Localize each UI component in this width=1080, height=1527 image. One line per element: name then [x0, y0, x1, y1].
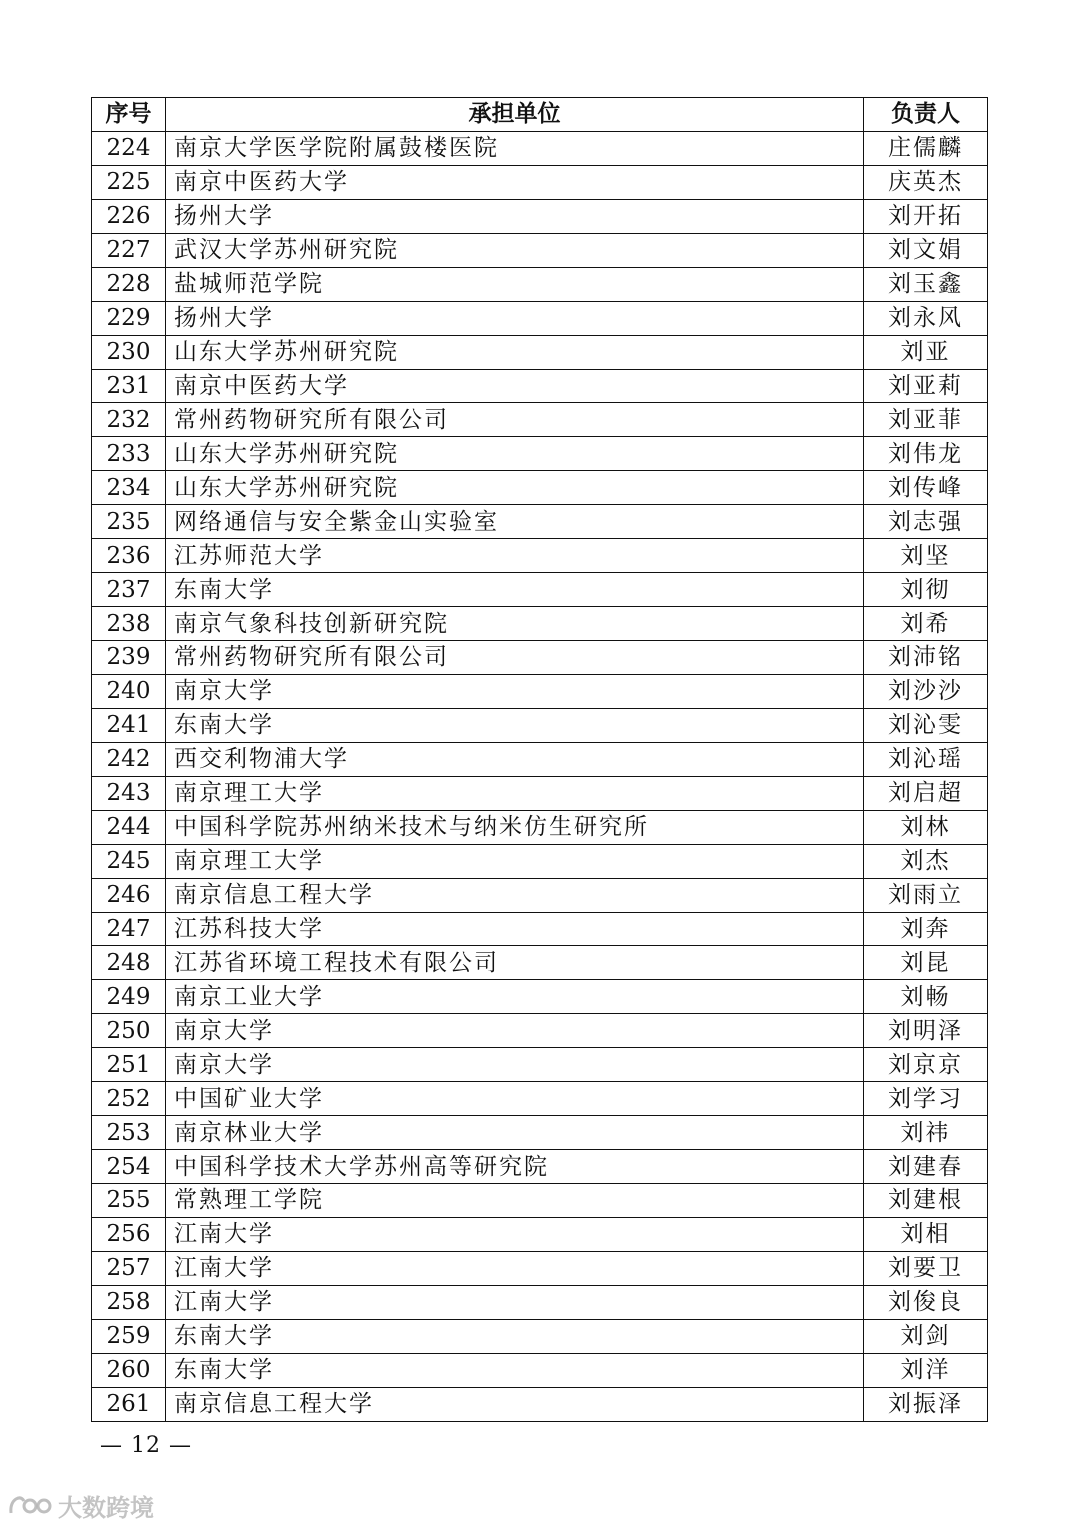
table-row [92, 1387, 988, 1421]
table-row [92, 471, 988, 505]
row-unit: 江苏科技大学 [166, 912, 864, 946]
table-row [92, 267, 988, 301]
table-row [92, 1048, 988, 1082]
row-person: 刘祎 [864, 1116, 988, 1150]
table-row [92, 641, 988, 675]
table-row [92, 403, 988, 437]
row-person: 刘亚菲 [864, 403, 988, 437]
row-person: 庄儒麟 [864, 131, 988, 165]
row-person: 刘剑 [864, 1319, 988, 1353]
row-person: 刘伟龙 [864, 437, 988, 471]
row-unit: 南京信息工程大学 [166, 878, 864, 912]
row-person: 刘沛铭 [864, 641, 988, 675]
row-index: 243 [92, 776, 166, 810]
row-index: 233 [92, 437, 166, 471]
watermark [8, 1488, 154, 1523]
row-person: 刘雨立 [864, 878, 988, 912]
row-index: 230 [92, 335, 166, 369]
table-header-row [92, 98, 988, 132]
row-index: 225 [92, 165, 166, 199]
row-unit: 南京信息工程大学 [166, 1387, 864, 1421]
table-row [92, 708, 988, 742]
project-table [91, 97, 988, 1422]
row-unit: 武汉大学苏州研究院 [166, 233, 864, 267]
row-unit: 中国科学院苏州纳米技术与纳米仿生研究所 [166, 810, 864, 844]
table-row [92, 335, 988, 369]
row-person: 刘志强 [864, 505, 988, 539]
table-row [92, 912, 988, 946]
row-person: 刘永风 [864, 301, 988, 335]
row-index: 252 [92, 1082, 166, 1116]
table-row [92, 810, 988, 844]
row-person: 刘振泽 [864, 1387, 988, 1421]
row-person: 刘沁瑶 [864, 742, 988, 776]
row-index: 255 [92, 1184, 166, 1218]
row-unit: 江南大学 [166, 1251, 864, 1285]
table-row [92, 674, 988, 708]
row-person: 刘杰 [864, 844, 988, 878]
row-index: 244 [92, 810, 166, 844]
row-person: 刘传峰 [864, 471, 988, 505]
table-row [92, 1082, 988, 1116]
table-row [92, 1116, 988, 1150]
table-row [92, 301, 988, 335]
row-person: 刘要卫 [864, 1251, 988, 1285]
row-person: 刘建春 [864, 1150, 988, 1184]
row-person: 刘相 [864, 1217, 988, 1251]
table-row [92, 199, 988, 233]
table-row [92, 131, 988, 165]
row-index: 253 [92, 1116, 166, 1150]
row-index: 259 [92, 1319, 166, 1353]
row-unit: 南京林业大学 [166, 1116, 864, 1150]
row-index: 250 [92, 1014, 166, 1048]
row-index: 231 [92, 369, 166, 403]
row-person: 刘昆 [864, 946, 988, 980]
row-unit: 南京工业大学 [166, 980, 864, 1014]
row-unit: 南京中医药大学 [166, 369, 864, 403]
table-row [92, 1251, 988, 1285]
row-unit: 网络通信与安全紫金山实验室 [166, 505, 864, 539]
table-row [92, 1217, 988, 1251]
row-index: 232 [92, 403, 166, 437]
table-row [92, 1014, 988, 1048]
row-person: 刘京京 [864, 1048, 988, 1082]
row-unit: 南京大学医学院附属鼓楼医院 [166, 131, 864, 165]
row-index: 245 [92, 844, 166, 878]
row-person: 刘开拓 [864, 199, 988, 233]
row-unit: 南京理工大学 [166, 844, 864, 878]
row-person: 刘坚 [864, 539, 988, 573]
row-person: 刘亚莉 [864, 369, 988, 403]
row-person: 刘文娟 [864, 233, 988, 267]
row-person: 刘彻 [864, 573, 988, 607]
row-unit: 东南大学 [166, 1353, 864, 1387]
row-index: 226 [92, 199, 166, 233]
table-row [92, 369, 988, 403]
row-index: 257 [92, 1251, 166, 1285]
row-unit: 南京大学 [166, 674, 864, 708]
logo-mark-icon [8, 1493, 54, 1519]
row-person: 刘希 [864, 607, 988, 641]
row-unit: 江苏省环境工程技术有限公司 [166, 946, 864, 980]
row-unit: 常州药物研究所有限公司 [166, 641, 864, 675]
row-unit: 东南大学 [166, 573, 864, 607]
row-unit: 山东大学苏州研究院 [166, 437, 864, 471]
row-person: 刘林 [864, 810, 988, 844]
table-row [92, 742, 988, 776]
row-person: 刘启超 [864, 776, 988, 810]
row-index: 251 [92, 1048, 166, 1082]
row-index: 229 [92, 301, 166, 335]
table-row [92, 1150, 988, 1184]
header-unit: 承担单位 [166, 98, 864, 132]
row-unit: 山东大学苏州研究院 [166, 335, 864, 369]
row-unit: 南京大学 [166, 1048, 864, 1082]
table-row [92, 607, 988, 641]
row-index: 227 [92, 233, 166, 267]
table-row [92, 878, 988, 912]
row-person: 刘玉鑫 [864, 267, 988, 301]
row-unit: 南京气象科技创新研究院 [166, 607, 864, 641]
row-person: 刘沁雯 [864, 708, 988, 742]
row-unit: 扬州大学 [166, 301, 864, 335]
row-unit: 山东大学苏州研究院 [166, 471, 864, 505]
page-number: — 12 — [100, 1433, 192, 1458]
row-person: 刘明泽 [864, 1014, 988, 1048]
watermark-text: 大数跨境 [58, 1494, 154, 1522]
row-unit: 江南大学 [166, 1217, 864, 1251]
table-row [92, 165, 988, 199]
row-index: 236 [92, 539, 166, 573]
row-unit: 扬州大学 [166, 199, 864, 233]
table-body [92, 131, 988, 1421]
row-unit: 南京理工大学 [166, 776, 864, 810]
row-index: 241 [92, 708, 166, 742]
row-person: 刘洋 [864, 1353, 988, 1387]
row-unit: 西交利物浦大学 [166, 742, 864, 776]
table-row [92, 1353, 988, 1387]
row-unit: 中国科学技术大学苏州高等研究院 [166, 1150, 864, 1184]
table-row [92, 1319, 988, 1353]
table-row [92, 946, 988, 980]
row-index: 248 [92, 946, 166, 980]
row-person: 刘学习 [864, 1082, 988, 1116]
row-person: 刘沙沙 [864, 674, 988, 708]
table-row [92, 980, 988, 1014]
row-person: 刘建根 [864, 1184, 988, 1218]
row-index: 258 [92, 1285, 166, 1319]
row-index: 228 [92, 267, 166, 301]
row-index: 260 [92, 1353, 166, 1387]
table-row [92, 1285, 988, 1319]
row-index: 237 [92, 573, 166, 607]
row-index: 235 [92, 505, 166, 539]
table-row [92, 505, 988, 539]
row-unit: 南京大学 [166, 1014, 864, 1048]
row-index: 240 [92, 674, 166, 708]
row-unit: 中国矿业大学 [166, 1082, 864, 1116]
row-person: 刘亚 [864, 335, 988, 369]
table-row [92, 1184, 988, 1218]
row-person: 刘俊良 [864, 1285, 988, 1319]
header-person: 负责人 [864, 98, 988, 132]
row-unit: 常州药物研究所有限公司 [166, 403, 864, 437]
row-unit: 盐城师范学院 [166, 267, 864, 301]
row-index: 247 [92, 912, 166, 946]
row-index: 234 [92, 471, 166, 505]
row-person: 庆英杰 [864, 165, 988, 199]
row-unit: 常熟理工学院 [166, 1184, 864, 1218]
row-index: 238 [92, 607, 166, 641]
table-row [92, 539, 988, 573]
row-unit: 东南大学 [166, 708, 864, 742]
row-index: 239 [92, 641, 166, 675]
table-row [92, 233, 988, 267]
header-index: 序号 [92, 98, 166, 132]
row-person: 刘畅 [864, 980, 988, 1014]
table-row [92, 573, 988, 607]
table-row [92, 776, 988, 810]
row-unit: 江南大学 [166, 1285, 864, 1319]
row-index: 246 [92, 878, 166, 912]
row-unit: 东南大学 [166, 1319, 864, 1353]
row-index: 254 [92, 1150, 166, 1184]
row-unit: 江苏师范大学 [166, 539, 864, 573]
row-index: 249 [92, 980, 166, 1014]
row-index: 261 [92, 1387, 166, 1421]
row-unit: 南京中医药大学 [166, 165, 864, 199]
row-person: 刘奔 [864, 912, 988, 946]
row-index: 256 [92, 1217, 166, 1251]
row-index: 224 [92, 131, 166, 165]
row-index: 242 [92, 742, 166, 776]
table-row [92, 844, 988, 878]
table-row [92, 437, 988, 471]
